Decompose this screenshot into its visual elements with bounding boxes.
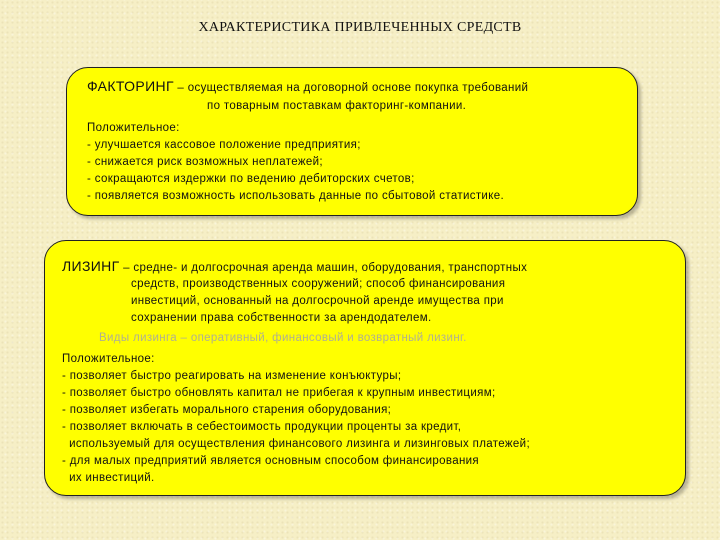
leasing-definition-4: сохранении права собственности за арендодателем. — [131, 312, 432, 324]
factoring-definition-2: по товарным поставкам факторинг-компании. — [207, 100, 467, 112]
factoring-item-3: - сокращаются издержки по ведению дебиторских счетов; — [87, 173, 415, 185]
leasing-definition-1: – средне- и долгосрочная аренда машин, оборудования, транспортных — [119, 262, 528, 274]
leasing-definition-3: инвестиций, основанный на долгосрочной аренде имущества при — [131, 295, 504, 307]
leasing-item-4: - позволяет включать в себестоимость продукции проценты за кредит, — [62, 421, 462, 433]
leasing-item-5: - для малых предприятий является основным способом финансирования — [62, 455, 480, 467]
leasing-item-5-cont: их инвестиций. — [62, 472, 155, 484]
leasing-item-4-cont: используемый для осуществления финансового лизинга и лизинговых платежей; — [62, 438, 530, 450]
leasing-item-3: - позволяет избегать морального старения оборудования; — [62, 404, 392, 416]
factoring-definition-1: – осуществляемая на договорной основе покупка требований — [173, 82, 529, 94]
factoring-term: ФАКТОРИНГ — [87, 78, 174, 94]
factoring-item-2: - снижается риск возможных неплатежей; — [87, 156, 323, 168]
factoring-box — [66, 67, 638, 216]
leasing-definition-2: средств, производственных сооружений; способ финансирования — [131, 278, 506, 290]
factoring-item-1: - улучшается кассовое положение предприятия; — [87, 139, 361, 151]
leasing-term: ЛИЗИНГ — [62, 258, 120, 274]
leasing-types: Виды лизинга – оперативный, финансовый и возвратный лизинг. — [99, 332, 467, 344]
leasing-positive-heading: Положительное: — [62, 353, 155, 365]
factoring-item-4: - появляется возможность использовать данные по сбытовой статистике. — [87, 190, 505, 202]
leasing-item-2: - позволяет быстро обновлять капитал не прибегая к крупным инвестициям; — [62, 387, 496, 399]
leasing-definition-line-1 — [62, 259, 527, 276]
leasing-item-1: - позволяет быстро реагировать на изменение конъюктуры; — [62, 370, 402, 382]
factoring-definition-line-1 — [87, 79, 528, 96]
leasing-box — [44, 240, 686, 496]
page-title: ХАРАКТЕРИСТИКА ПРИВЛЕЧЕННЫХ СРЕДСТВ — [198, 20, 522, 35]
factoring-positive-heading: Положительное: — [87, 122, 180, 134]
